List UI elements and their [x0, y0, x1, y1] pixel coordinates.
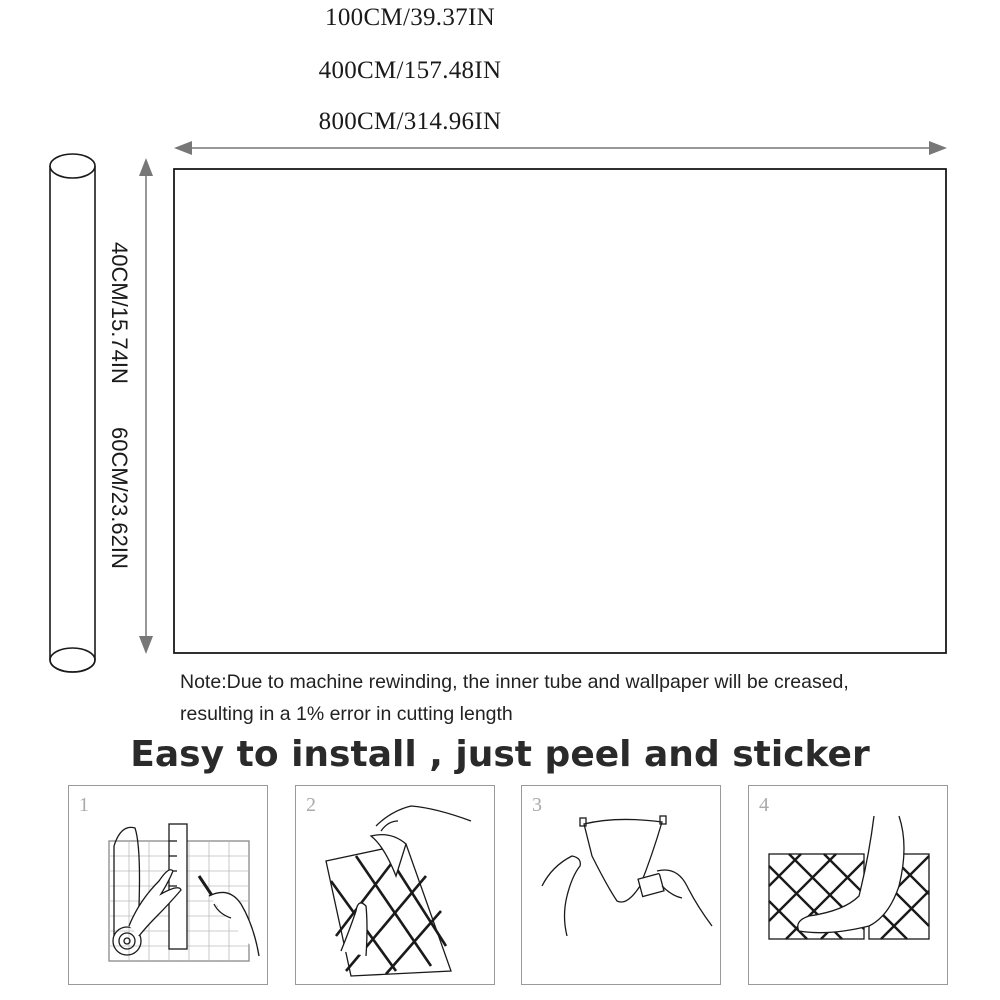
install-headline: Easy to install , just peel and sticker [130, 734, 870, 775]
height-arrow [139, 158, 153, 654]
finished-wall-icon [749, 786, 949, 986]
apply-smooth-icon [522, 786, 722, 986]
width-label-100cm: 100CM/39.37IN [325, 4, 495, 31]
step-number: 3 [532, 794, 542, 816]
height-label-60cm: 60CM/23.62IN [107, 427, 132, 569]
measure-cut-icon [69, 786, 269, 986]
step-1-panel [68, 785, 268, 985]
note-line-2: resulting in a 1% error in cutting length [180, 703, 513, 725]
step-number: 4 [759, 794, 769, 816]
step-2-panel [295, 785, 495, 985]
step-number: 2 [306, 794, 316, 816]
wallpaper-roll-icon [50, 154, 95, 672]
width-label-800cm: 800CM/314.96IN [318, 108, 502, 135]
width-arrow [174, 141, 947, 155]
height-label-40cm: 40CM/15.74IN [107, 242, 132, 384]
step-number: 1 [79, 794, 89, 816]
width-label-400cm: 400CM/157.48IN [318, 57, 502, 84]
step-4-panel [748, 785, 948, 985]
note-line-1: Note:Due to machine rewinding, the inner tube and wallpaper will be creased, [180, 671, 849, 693]
step-3-panel [521, 785, 721, 985]
wallpaper-sheet [174, 169, 946, 653]
peel-backing-icon [296, 786, 496, 986]
